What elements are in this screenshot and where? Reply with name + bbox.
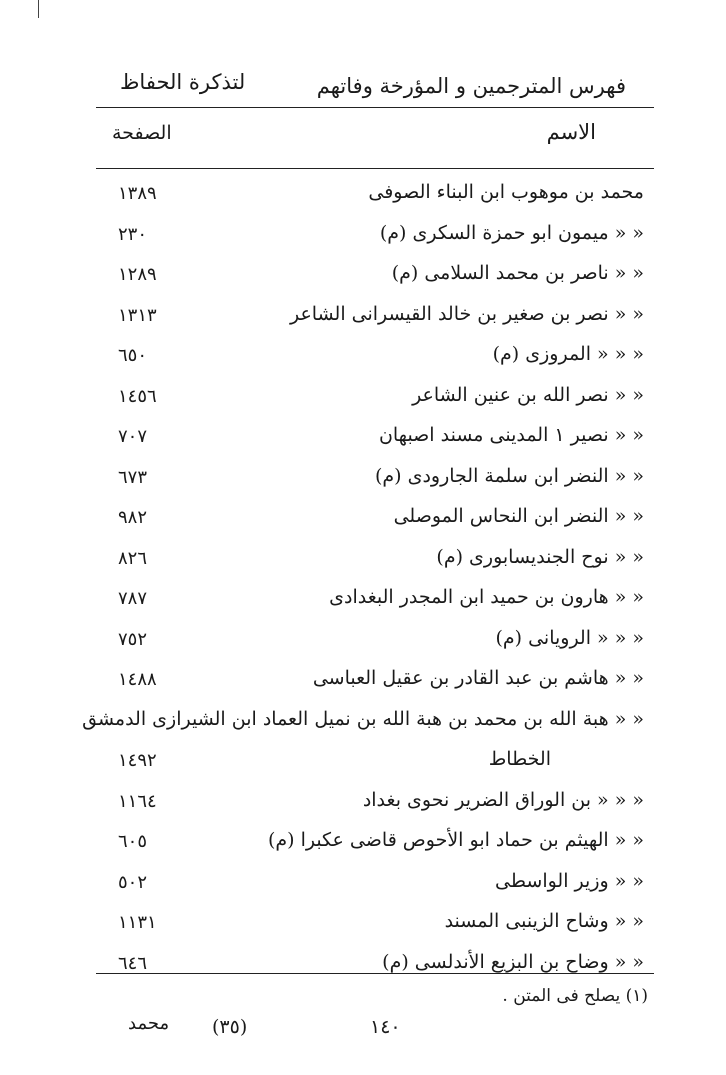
entry-page: ٨٢٦ bbox=[118, 547, 148, 569]
entry-name: « « النضر ابن النحاس الموصلى bbox=[393, 505, 644, 527]
entry-page: ٦٤٦ bbox=[118, 952, 148, 974]
entry-name: « « نوح الجنديسابورى (م) bbox=[436, 545, 644, 568]
entry-name: « « وزير الواسطى bbox=[495, 869, 644, 892]
part-number: (٣٥) bbox=[212, 1016, 248, 1038]
entry-name: « « نصر الله بن عنين الشاعر bbox=[412, 383, 644, 406]
footnote-rule bbox=[96, 973, 654, 974]
entry-page: ٩٨٢ bbox=[118, 507, 148, 528]
index-entry bbox=[0, 461, 726, 502]
entry-name: « « النضر ابن سلمة الجارودى (م) bbox=[374, 464, 644, 487]
entry-page: ٧٠٧ bbox=[118, 426, 148, 447]
page-number: ١٤٠ bbox=[370, 1016, 401, 1038]
margin-mark bbox=[38, 0, 39, 18]
entry-page: ١٤٩٢ bbox=[118, 750, 157, 771]
index-entry bbox=[0, 339, 726, 380]
index-entry bbox=[0, 501, 726, 542]
column-rule bbox=[96, 168, 654, 169]
index-entry bbox=[0, 420, 726, 461]
book-title: لتذكرة الحفاظ bbox=[120, 70, 246, 94]
index-entry bbox=[0, 866, 726, 907]
index-entry bbox=[0, 947, 726, 988]
entry-page: ١٣٨٩ bbox=[118, 183, 157, 204]
entry-name: « « « الرويانى (م) bbox=[495, 626, 644, 649]
index-entry bbox=[0, 704, 726, 745]
entry-name: « « « بن الوراق الضرير نحوى بغداد bbox=[362, 788, 644, 811]
index-entry bbox=[0, 785, 726, 826]
column-header-name: الاسم bbox=[546, 120, 596, 144]
entry-page: ٢٣٠ bbox=[118, 223, 148, 245]
entry-name: « « نصر بن صغير بن خالد القيسرانى الشاعر bbox=[289, 302, 644, 325]
entry-page: ٦٧٣ bbox=[118, 466, 148, 488]
running-title: فهرس المترجمين و المؤرخة وفاتهم bbox=[316, 74, 626, 98]
entry-name: « « الهيثم بن حماد ابو الأحوص قاضى عكبرا (م) bbox=[267, 829, 644, 851]
entry-page: ١١٦٤ bbox=[118, 790, 157, 812]
index-entry bbox=[0, 299, 726, 340]
entry-page: ١١٣١ bbox=[118, 912, 157, 933]
entry-page: ٥٠٢ bbox=[118, 871, 148, 893]
index-entry bbox=[0, 542, 726, 583]
entry-name: « « « المروزى (م) bbox=[492, 343, 644, 365]
entry-name: « « وشاح الزينبى المسند bbox=[444, 910, 644, 932]
footnote: (١) يصلح فى المتن . bbox=[502, 986, 648, 1006]
header-rule bbox=[96, 107, 654, 108]
entry-name: « « نصير ١ المدينى مسند اصبهان bbox=[378, 424, 644, 446]
entry-page: ١٤٥٦ bbox=[118, 385, 157, 407]
index-entry bbox=[0, 663, 726, 704]
index-entry bbox=[0, 218, 726, 259]
entry-page: ١٤٨٨ bbox=[118, 669, 157, 690]
entry-page: ١٣١٣ bbox=[118, 304, 157, 326]
entry-name: « « وضاح بن البزيع الأندلسى (م) bbox=[382, 950, 644, 973]
index-entry bbox=[0, 623, 726, 664]
entry-page: ٧٥٢ bbox=[118, 628, 148, 650]
index-list bbox=[0, 177, 726, 987]
index-entry bbox=[0, 258, 726, 299]
entry-name: « « هارون بن حميد ابن المجدر البغدادى bbox=[329, 586, 644, 608]
entry-page: ٦٠٥ bbox=[118, 831, 148, 852]
entry-name: الخطاط bbox=[488, 748, 551, 770]
entry-name: « « ميمون ابو حمزة السكرى (م) bbox=[379, 221, 644, 244]
index-entry bbox=[0, 582, 726, 623]
index-entry bbox=[0, 825, 726, 866]
column-header-page: الصفحة bbox=[112, 122, 172, 144]
signature-word: محمد bbox=[128, 1013, 170, 1034]
entry-page: ٦٥٠ bbox=[118, 345, 148, 366]
index-entry bbox=[0, 906, 726, 947]
entry-name: « « هبة الله بن محمد بن هبة الله بن نميل العماد ابن الشيرازى الدمشق bbox=[82, 707, 644, 730]
index-entry bbox=[0, 744, 726, 785]
entry-name: « « هاشم بن عبد القادر بن عقيل العباسى bbox=[312, 667, 644, 689]
index-entry bbox=[0, 380, 726, 421]
entry-name: « « ناصر بن محمد السلامى (م) bbox=[391, 262, 644, 284]
entry-page: ١٢٨٩ bbox=[118, 264, 157, 285]
entry-name: محمد بن موهوب ابن البناء الصوفى bbox=[368, 181, 644, 203]
index-entry bbox=[0, 177, 726, 218]
entry-page: ٧٨٧ bbox=[118, 588, 148, 609]
